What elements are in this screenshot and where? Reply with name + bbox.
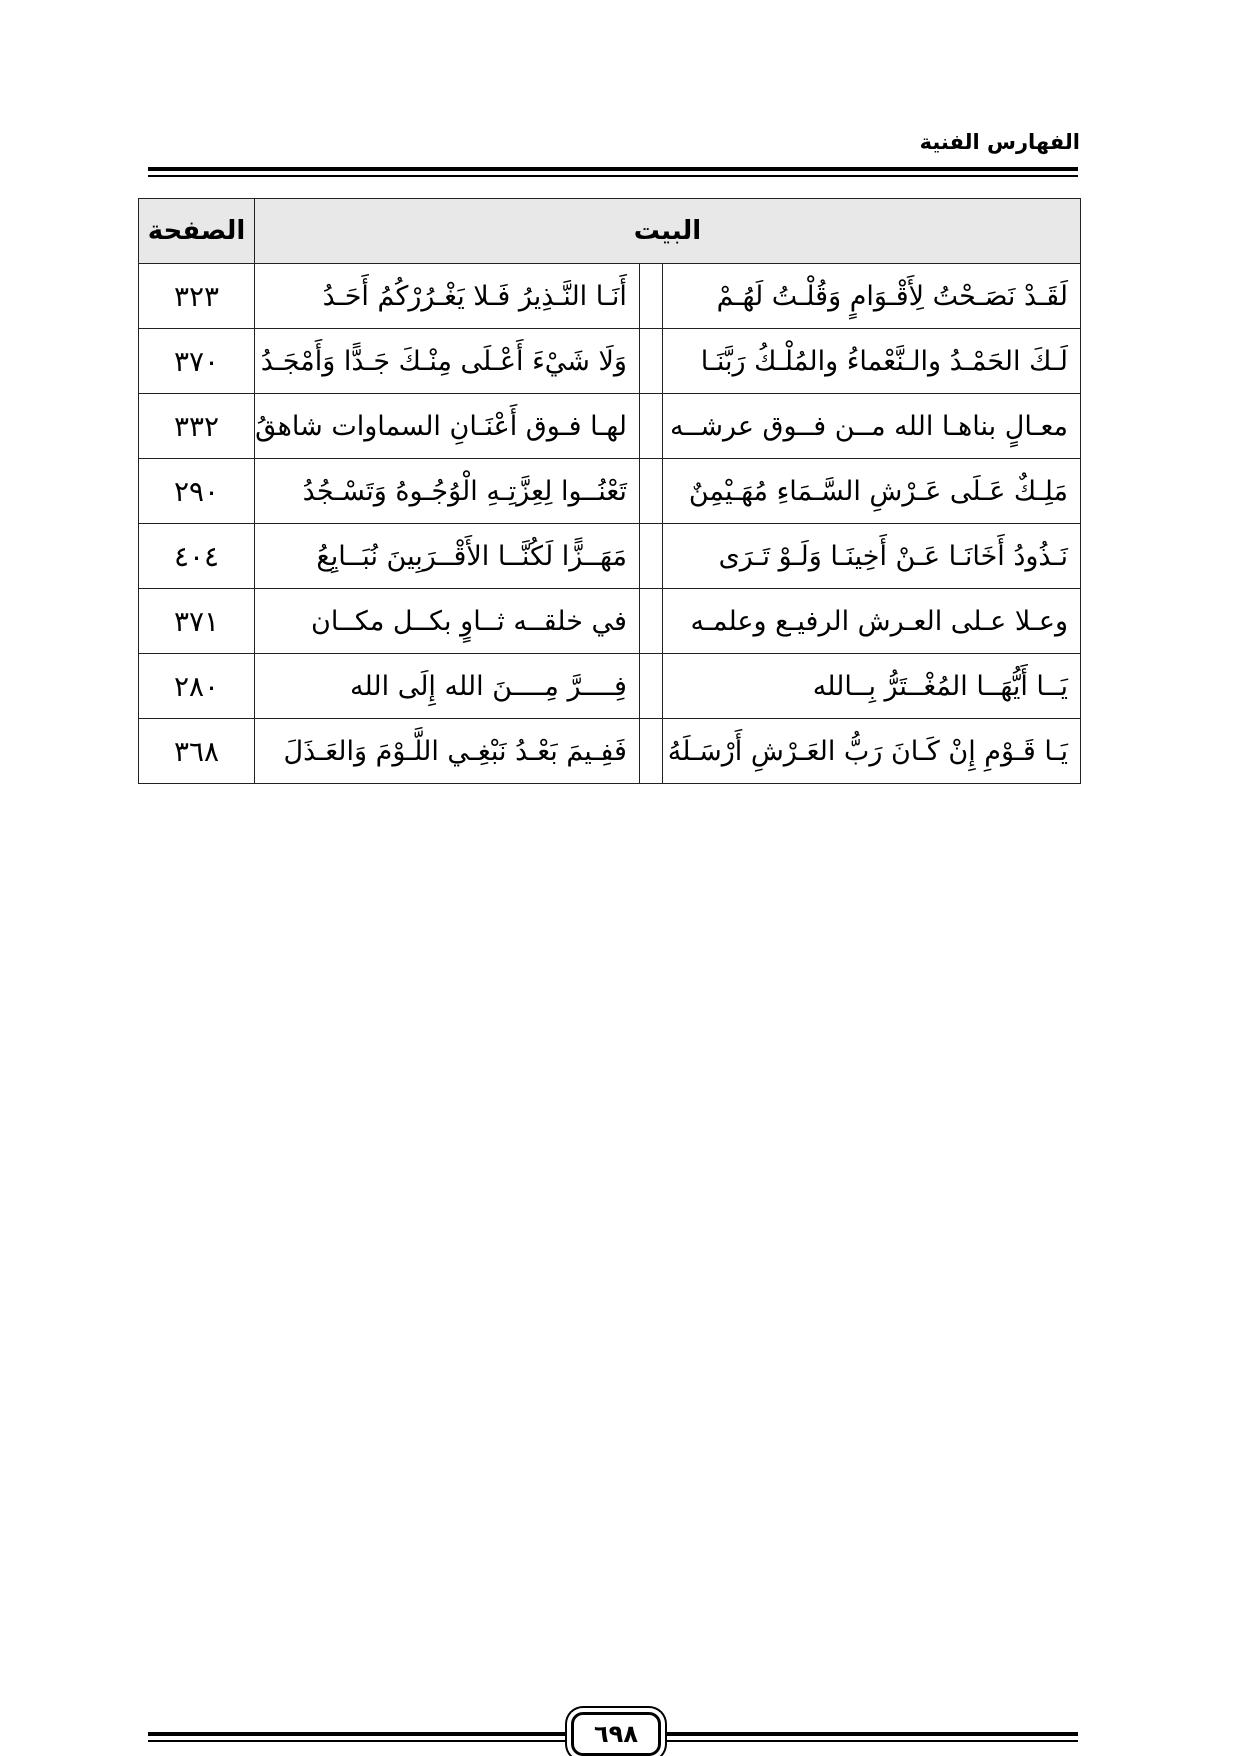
hemistich-gap <box>639 654 662 719</box>
page-reference: ٣٢٣ <box>139 264 255 329</box>
running-header: الفهارس الفنية <box>919 130 1080 154</box>
page-number-badge: ٦٩٨ <box>571 1712 661 1756</box>
column-header-page: الصفحة <box>139 199 255 264</box>
page-reference: ٢٩٠ <box>139 459 255 524</box>
verse-first-hemistich: لَقَـدْ نَصَـحْتُ لِأَقْـوَامٍ وَقُلْـتُ لَهُـمْ <box>662 264 1080 329</box>
page-reference: ٣٧٠ <box>139 329 255 394</box>
table-row <box>139 719 1081 784</box>
verse-first-hemistich: لَـكَ الحَمْـدُ والـنَّعْماءُ والمُلْـكُ رَبَّنَـا <box>662 329 1080 394</box>
verse-second-hemistich: في خلقــه ثــاوٍ بكــل مكــان <box>255 589 640 654</box>
hemistich-gap <box>639 394 662 459</box>
page-reference: ٣٣٢ <box>139 394 255 459</box>
verse-first-hemistich: مَلِـكٌ عَـلَى عَـرْشِ السَّـمَاءِ مُهَـيْمِنٌ <box>662 459 1080 524</box>
verse-second-hemistich: أَنَـا النَّـذِيرُ فَـلا يَغْـرُرْكُمُ أَحَـدُ <box>255 264 640 329</box>
hemistich-gap <box>639 524 662 589</box>
verse-second-hemistich: لهـا فـوق أَعْنَـانِ السماوات شاهقُ <box>255 394 640 459</box>
verse-first-hemistich: وعـلا عـلى العـرش الرفيـع وعلمـه <box>662 589 1080 654</box>
verse-second-hemistich: تَعْنُــوا لِعِزَّتِـهِ الْوُجُـوهُ وَتَسْـجُدُ <box>255 459 640 524</box>
table-row <box>139 459 1081 524</box>
verse-first-hemistich: نَـذُودُ أَخَانَـا عَـنْ أَخِينَـا وَلَـوْ تَـرَى <box>662 524 1080 589</box>
table-row <box>139 329 1081 394</box>
table-header-row <box>139 199 1081 264</box>
hemistich-gap <box>639 264 662 329</box>
hemistich-gap <box>639 589 662 654</box>
verse-first-hemistich: يَـا قَـوْمِ إِنْ كَـانَ رَبُّ العَـرْشِ أَرْسَـلَهُ <box>662 719 1080 784</box>
hemistich-gap <box>639 719 662 784</box>
header-rule-thin <box>148 175 1078 177</box>
table-row <box>139 654 1081 719</box>
table-row <box>139 264 1081 329</box>
verse-second-hemistich: مَهَــزًّا لَكُنَّــا الأَقْــرَبِينَ نُبَــايِعُ <box>255 524 640 589</box>
verse-second-hemistich: وَلَا شَيْءَ أَعْـلَى مِنْـكَ جَـدًّا وَأَمْجَـدُ <box>255 329 640 394</box>
hemistich-gap <box>639 329 662 394</box>
page-reference: ٢٨٠ <box>139 654 255 719</box>
verse-first-hemistich: معـالٍ بناهـا الله مــن فــوق عرشــه <box>662 394 1080 459</box>
page-reference: ٤٠٤ <box>139 524 255 589</box>
verse-first-hemistich: يَــا أَيُّهَــا المُغْــتَرُّ بِــالله <box>662 654 1080 719</box>
page-reference: ٣٦٨ <box>139 719 255 784</box>
verse-second-hemistich: فَفِـيمَ بَعْـدُ نَبْغِـي اللَّـوْمَ وَالعَـذَلَ <box>255 719 640 784</box>
hemistich-gap <box>639 459 662 524</box>
header-rule <box>148 167 1078 177</box>
table-row <box>139 524 1081 589</box>
page-reference: ٣٧١ <box>139 589 255 654</box>
verse-second-hemistich: فِــــرَّ مِــــنَ الله إِلَى الله <box>255 654 640 719</box>
verse-index-table <box>138 198 1081 784</box>
column-header-verse: البيت <box>255 199 1081 264</box>
table-row <box>139 394 1081 459</box>
table-row <box>139 589 1081 654</box>
header-rule-thick <box>148 167 1078 171</box>
